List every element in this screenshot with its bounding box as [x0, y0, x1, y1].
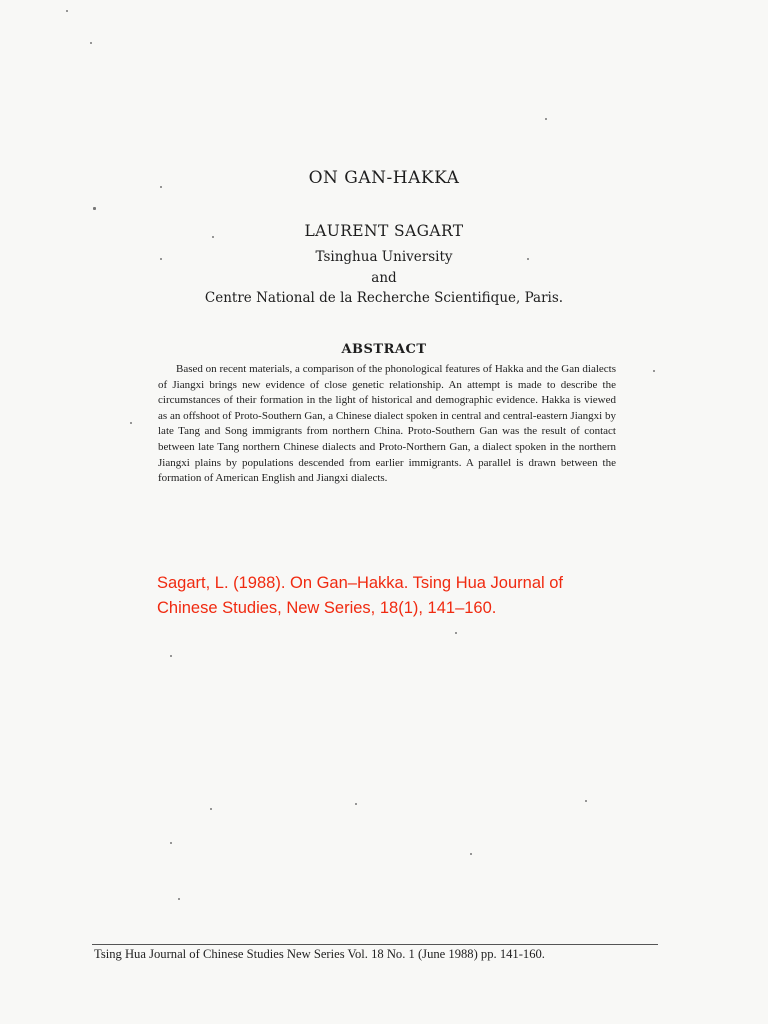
scan-speck — [170, 655, 172, 657]
scan-speck — [93, 207, 96, 210]
scan-speck — [653, 370, 655, 372]
scan-speck — [585, 800, 587, 802]
scan-speck — [160, 186, 162, 188]
affiliation-university: Tsinghua University — [315, 249, 453, 265]
scan-speck — [66, 10, 68, 12]
scan-speck — [470, 853, 472, 855]
scan-speck — [90, 42, 92, 44]
author-name: LAURENT SAGART — [304, 222, 464, 240]
scan-speck — [130, 422, 132, 424]
journal-footer: Tsing Hua Journal of Chinese Studies New Series Vol. 18 No. 1 (June 1988) pp. 141-160. — [94, 947, 545, 961]
abstract-body: Based on recent materials, a comparison of the phonological features of Hakka and the Gan dialects of Jiangxi brings new evidence of close genetic relationship. An attempt is made to describe the circumstances of their formation in the light of historical and demographic evidence. Hakka is viewed as an offshoot of Proto-Southern Gan, a Chinese dialect spoken in central and central-eastern Jiangxi by late Tang and Song immigrants from northern China. Proto-Southern Gan was the result of contact between late Tang northern Chinese dialects and Proto-Northern Gan, a dialect spoken in the northern Jiangxi plains by populations descended from earlier immigrants. A parallel is drawn between the formation of American English and Jiangxi dialects. — [158, 363, 616, 485]
citation-note: Sagart, L. (1988). On Gan–Hakka. Tsing Hua Journal of Chinese Studies, New Series, 18(1), 141–160. — [157, 574, 564, 617]
footer-rule — [92, 944, 658, 945]
scan-speck — [455, 632, 457, 634]
paper-title: ON GAN-HAKKA — [308, 168, 460, 188]
abstract-heading: ABSTRACT — [341, 342, 427, 357]
scan-speck — [355, 803, 357, 805]
scan-speck — [545, 118, 547, 120]
scan-speck — [178, 898, 180, 900]
scan-speck — [170, 842, 172, 844]
scan-speck — [527, 258, 529, 260]
scan-speck — [160, 258, 162, 260]
scan-speck — [212, 236, 214, 238]
scan-speck — [210, 808, 212, 810]
affiliation-cnrs: Centre National de la Recherche Scientifique, Paris. — [204, 290, 564, 306]
affiliation-conjunction: and — [371, 270, 397, 286]
